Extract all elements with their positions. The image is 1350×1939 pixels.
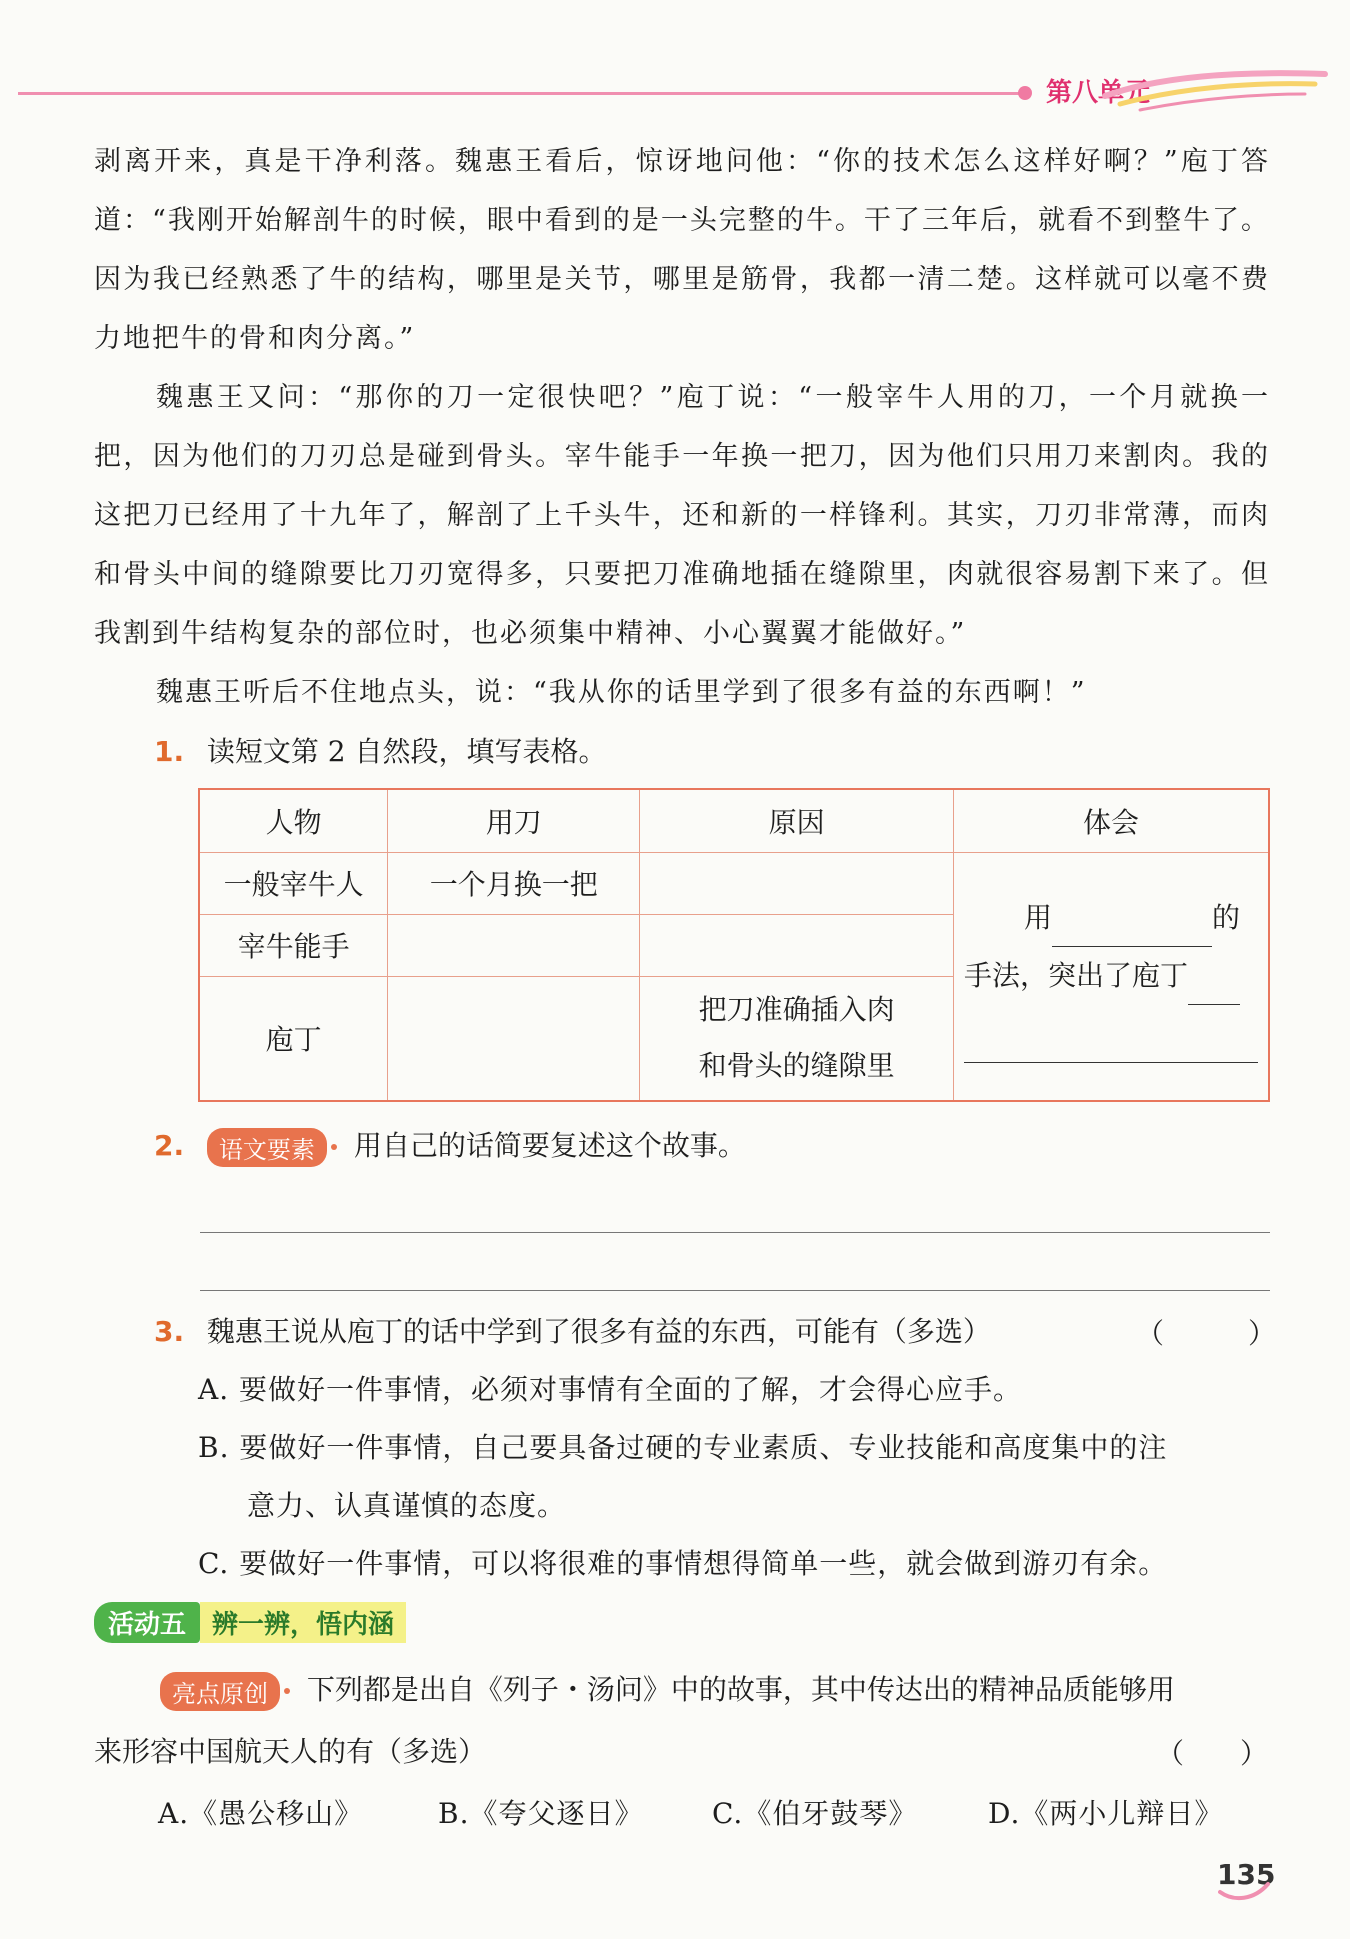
passage-paragraph: 魏惠王听后不住地点头，说：“我从你的话里学到了很多有益的东西啊！” <box>156 677 1087 708</box>
activity-number: 活动五 <box>94 1602 200 1643</box>
reason-line: 和骨头的缝隙里 <box>698 1049 895 1083</box>
question-number: 1. <box>154 735 185 768</box>
question-text: 来形容中国航天人的有（多选） <box>94 1735 487 1768</box>
question-number: 3. <box>154 1315 185 1348</box>
option-c[interactable]: C.《伯牙鼓琴》 <box>712 1797 918 1830</box>
question-2 <box>154 1124 746 1167</box>
badge-dot-icon <box>331 1144 337 1150</box>
insight-prefix: 用 <box>1024 901 1053 935</box>
table-cell: 宰牛能手 <box>199 914 388 976</box>
answer-cell[interactable] <box>388 976 640 1101</box>
answer-paren[interactable]: （ ） <box>1156 1737 1269 1770</box>
table-cell: 一个月换一把 <box>388 852 640 914</box>
table-header: 用刀 <box>388 789 640 852</box>
question-text: 用自己的话简要复述这个故事。 <box>353 1129 746 1162</box>
question-4 <box>160 1668 1270 1711</box>
table-header: 人物 <box>199 789 388 852</box>
question-text: 读短文第 2 自然段，填写表格。 <box>206 735 607 768</box>
badge-dot-icon <box>284 1688 290 1694</box>
blank-line[interactable] <box>964 1032 1258 1063</box>
answer-table <box>198 788 1270 1102</box>
question-4-line2 <box>94 1730 486 1770</box>
option-a[interactable]: A.《愚公移山》 <box>158 1797 364 1830</box>
answer-cell[interactable] <box>640 852 954 914</box>
activity-heading <box>94 1602 406 1642</box>
option-a[interactable]: A. 要做好一件事情，必须对事情有全面的了解，才会得心应手。 <box>198 1373 1023 1406</box>
answer-cell[interactable] <box>388 914 640 976</box>
reading-passage <box>94 132 1270 722</box>
table-cell <box>640 976 954 1101</box>
option-d[interactable]: D.《两小儿辩日》 <box>988 1797 1224 1830</box>
question-text: 下列都是出自《列子・汤问》中的故事，其中传达出的精神品质能够用 <box>306 1673 1175 1706</box>
question-number: 2. <box>154 1129 185 1162</box>
reason-line: 把刀准确插入肉 <box>698 993 895 1027</box>
question-1 <box>154 730 607 770</box>
badge: 语文要素 <box>207 1128 327 1167</box>
question-text: 魏惠王说从庖丁的话中学到了很多有益的东西，可能有（多选） <box>206 1315 991 1348</box>
page-number: 135 <box>1217 1858 1276 1891</box>
activity-title: 辨一辨，悟内涵 <box>200 1602 406 1643</box>
header-swoosh-icon <box>1100 66 1330 116</box>
insight-cell[interactable] <box>954 852 1270 1101</box>
answer-cell[interactable] <box>640 914 954 976</box>
option-b[interactable]: B.《夸父逐日》 <box>438 1797 644 1830</box>
table-cell: 庖丁 <box>199 976 388 1101</box>
table-cell: 一般宰牛人 <box>199 852 388 914</box>
header-dot-icon <box>1018 86 1032 100</box>
passage-paragraph: 魏惠王又问：“那你的刀一定很快吧？”庖丁说：“一般宰牛人用的刀，一个月就换一把，因为他们的刀刃总是碰到骨头。宰牛能手一年换一把刀，因为他们只用刀来割肉。我的这把刀已经用了十九年了，解剖了上千头牛，还和新的一样锋利。其实，刀刃非常薄，而肉和骨头中间的缝隙要比刀刃宽得多，只要把刀准确地插在缝隙里，肉就很容易割下来了。但我割到牛结构复杂的部位时，也必须集中精神、小心翼翼才能做好。” <box>94 382 1270 649</box>
option-b-continued: 意力、认真谨慎的态度。 <box>247 1489 567 1522</box>
answer-line[interactable] <box>200 1232 1270 1233</box>
question-3 <box>154 1310 991 1350</box>
answer-line[interactable] <box>200 1290 1270 1291</box>
insight-suffix: 的 <box>1212 901 1241 935</box>
option-c[interactable]: C. 要做好一件事情，可以将很难的事情想得简单一些，就会做到游刃有余。 <box>198 1547 1168 1580</box>
badge: 亮点原创 <box>160 1672 280 1711</box>
answer-paren[interactable]: （ ） <box>1136 1317 1277 1350</box>
table-header: 体会 <box>954 789 1270 852</box>
page-swoosh-icon <box>1218 1880 1270 1902</box>
passage-paragraph: 剥离开来，真是干净利落。魏惠王看后，惊讶地问他：“你的技术怎么这样好啊？”庖丁答道：“我刚开始解剖牛的时候，眼中看到的是一头完整的牛。干了三年后，就看不到整牛了。因为我已经熟悉了牛的结构，哪里是关节，哪里是筋骨，我都一清二楚。这样就可以毫不费力地把牛的骨和肉分离。” <box>94 146 1270 354</box>
unit-label: 第八单元 <box>1046 78 1151 108</box>
insight-line2: 手法，突出了庖丁 <box>964 959 1189 993</box>
header-rule <box>18 92 1023 95</box>
table-header: 原因 <box>640 789 954 852</box>
option-b[interactable]: B. 要做好一件事情，自己要具备过硬的专业素质、专业技能和高度集中的注 <box>198 1431 1168 1464</box>
